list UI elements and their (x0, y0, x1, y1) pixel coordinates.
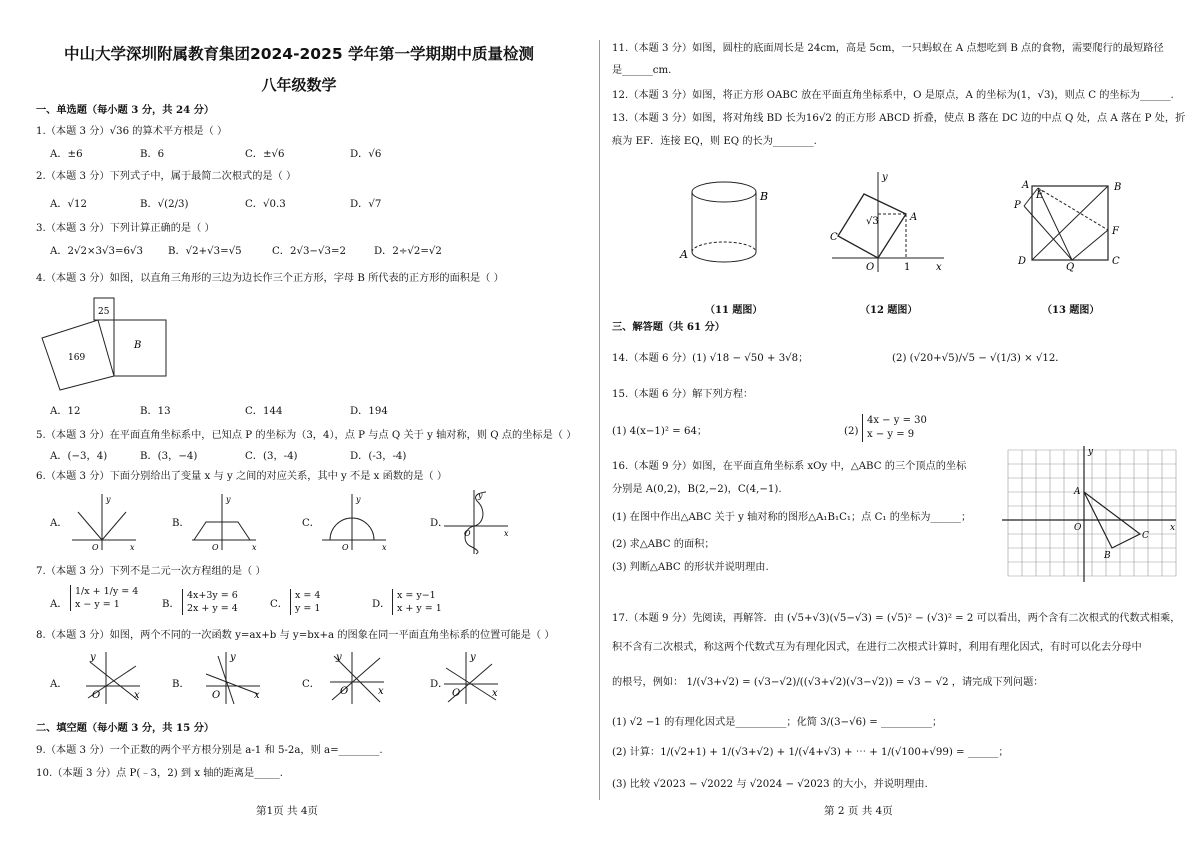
page-1-footer: 第1页 共 4页 (256, 805, 319, 817)
q7-system-d: x = y−1 x + y = 1 (392, 589, 442, 615)
section-1-heading: 一、单选题（每小题 3 分，共 24 分） (36, 104, 215, 116)
q5-option-d: D．(-3，-4) (350, 451, 407, 462)
q7-option-a: A． (50, 599, 68, 610)
svg-text:O: O (1074, 523, 1082, 533)
question-16: 16.（本题 9 分）如图，在平面直角坐标系 xOy 中，△ABC 的三个顶点的坐标 (612, 461, 967, 472)
question-1: 1.（本题 3 分）√36 的算术平方根是（ ） (36, 126, 228, 137)
svg-text:1: 1 (904, 262, 911, 273)
q8-graph-d (442, 650, 502, 706)
q1-option-b: B．6 (140, 149, 165, 160)
svg-text:y: y (882, 172, 888, 183)
question-6: 6.（本题 3 分）下面分别给出了变量 x 与 y 之间的对应关系，其中 y 不是 x 函数的是（ ） (36, 471, 448, 482)
question-16-grid (1000, 444, 1180, 584)
question-16-part1: (1) 在图中作出△ABC 关于 y 轴对称的图形△A₁B₁C₁；点 C₁ 的坐标为______； (612, 512, 972, 523)
svg-text:O: O (92, 690, 101, 701)
q2-option-c: C．√0.3 (245, 199, 286, 210)
q1-option-a: A．±6 (50, 149, 83, 160)
q6-graph-b (188, 492, 260, 552)
svg-text:y: y (1088, 447, 1094, 457)
svg-text:E: E (1036, 190, 1044, 201)
page-2-footer: 第 2 页 共 4页 (824, 805, 893, 817)
svg-text:C: C (1112, 256, 1120, 267)
svg-text:x: x (134, 690, 140, 701)
q4-option-b: B．13 (140, 406, 171, 417)
svg-text:D: D (1018, 256, 1027, 267)
exam-subtitle: 八年级数学 (261, 76, 337, 94)
question-14-part1: 14.（本题 6 分）(1) √18 − √50 + 3√8； (612, 353, 809, 364)
svg-text:A: A (1074, 487, 1081, 497)
question-5: 5.（本题 3 分）在平面直角坐标系中，已知点 P 的坐标为（3，4），点 P 与点 Q 关于 y 轴对称，则 Q 点的坐标是（ ） (36, 430, 577, 441)
svg-text:C: C (830, 232, 838, 243)
question-16-coords: 分别是 A(0,2)，B(2,−2)，C(4,−1). (612, 484, 782, 495)
q8-option-c: C． (302, 679, 320, 690)
q2-option-d: D．√7 (350, 199, 382, 210)
svg-text:A: A (1022, 180, 1030, 191)
q7-system-b: 4x+3y = 6 2x + y = 4 (182, 589, 238, 615)
question-10: 10.（本题 3 分）点 P(﹣3，2) 到 x 轴的距离是_____. (36, 768, 283, 779)
question-14-part2: (2) (√20+√5)/√5 − √(1/3) × √12． (892, 353, 1066, 364)
question-16-part3: (3) 判断△ABC 的形状并说明理由. (612, 562, 769, 573)
question-17: 17.（本题 9 分）先阅读，再解答．由 (√5+√3)(√5−√3) = (√5)² − (√3)² = 2 可以看出，两个含有二次根式的代数式相乘， (612, 613, 1181, 624)
question-3: 3.（本题 3 分）下列计算正确的是（ ） (36, 223, 215, 234)
question-17-example: 的根号，例如： 1/(√3+√2) = (√3−√2)/((√3+√2)(√3−√2)) = √3 − √2 ，请完成下列问题： (612, 677, 1044, 688)
svg-text:y: y (106, 495, 111, 504)
svg-text:O: O (212, 543, 219, 552)
question-11-cont: 是______cm. (612, 65, 672, 76)
svg-text:x: x (936, 262, 942, 273)
fig12-caption: （12 题图） (860, 305, 918, 316)
question-17-part1: (1) √2 −1 的有理化因式是__________；化简 3/(3−√6) = __________； (612, 717, 943, 728)
label-169: 169 (68, 353, 86, 363)
question-13: 13.（本题 3 分）如图，将对角线 BD 长为16√2 的正方形 ABCD 折叠，使点 B 落在 DC 边的中点 Q 处，点 A 落在 P 处，折 (612, 113, 1186, 124)
svg-text:x: x (504, 529, 509, 538)
q6-graph-d (440, 488, 512, 558)
question-15-part2-label: (2) (844, 426, 859, 437)
q6-graph-c (318, 492, 390, 552)
svg-text:y: y (470, 652, 476, 663)
q7-option-b: B． (162, 599, 180, 610)
svg-text:x: x (1170, 523, 1176, 533)
section-2-heading: 二、填空题（每小题 3 分，共 15 分） (36, 722, 215, 734)
svg-text:O: O (866, 262, 875, 273)
question-17-part3: (3) 比较 √2023 − √2022 与 √2024 − √2023 的大小，并说明理由. (612, 779, 928, 790)
q5-option-c: C．(3，-4) (245, 451, 298, 462)
left-page (0, 0, 598, 849)
q6-graph-a (68, 492, 140, 552)
svg-text:O: O (452, 688, 461, 699)
fig11-caption: （11 题图） (705, 305, 763, 316)
svg-text:O: O (212, 690, 221, 701)
svg-text:O: O (464, 529, 471, 538)
q6-option-b: B． (172, 518, 190, 529)
svg-text:x: x (382, 543, 387, 552)
svg-text:C: C (1142, 531, 1149, 541)
q1-option-d: D．√6 (350, 149, 382, 160)
svg-text:A: A (910, 212, 918, 223)
svg-text:x: x (130, 543, 135, 552)
section-3-heading: 三、解答题（共 61 分） (612, 321, 725, 333)
q8-option-d: D． (430, 679, 449, 690)
question-7: 7.（本题 3 分）下列不是二元一次方程组的是（ ） (36, 566, 266, 577)
label-b: B (134, 340, 142, 351)
svg-text:B: B (1114, 182, 1122, 193)
square-coordinate-figure (828, 168, 948, 276)
q3-option-c: C．2√3−√3=2 (272, 246, 346, 257)
svg-text:x: x (378, 686, 384, 697)
q4-option-a: A．12 (50, 406, 81, 417)
svg-text:y: y (336, 652, 342, 663)
q7-option-c: C． (270, 599, 288, 610)
question-17-part2: (2) 计算：1/(√2+1) + 1/(√3+√2) + 1/(√4+√3) + ⋯ + 1/(√100+√99) = ______； (612, 747, 1009, 758)
q5-option-b: B．(3，−4) (140, 451, 198, 462)
q8-graph-c (328, 650, 388, 706)
svg-text:O: O (342, 543, 349, 552)
q8-graph-b (204, 650, 264, 706)
svg-text:y: y (356, 495, 361, 504)
label-25: 25 (98, 307, 110, 317)
svg-text:y: y (478, 491, 483, 500)
folded-square-figure (1010, 176, 1150, 272)
q3-option-d: D．2÷√2=√2 (374, 246, 442, 257)
svg-text:√3: √3 (866, 216, 879, 227)
question-4: 4.（本题 3 分）如图，以直角三角形的三边为边长作三个正方形，字母 B 所代表的正方形的面积是（ ） (36, 273, 504, 284)
q6-option-a: A． (50, 518, 68, 529)
q4-option-c: C．144 (245, 406, 283, 417)
svg-text:y: y (90, 652, 96, 663)
page-divider (599, 40, 600, 800)
question-15-part1: (1) 4(x−1)² = 64； (612, 426, 708, 437)
q7-system-a: 1/x + 1/y = 4 x − y = 1 (70, 585, 138, 611)
right-page (602, 0, 1200, 849)
question-12: 12.（本题 3 分）如图，将正方形 OABC 放在平面直角坐标系中，O 是原点，A 的坐标为(1，√3)，则点 C 的坐标为______. (612, 90, 1174, 101)
svg-text:B: B (1104, 551, 1111, 561)
q6-option-d: D． (430, 518, 449, 529)
cylinder-figure (678, 176, 788, 274)
question-16-part2: (2) 求△ABC 的面积； (612, 539, 715, 550)
q7-option-d: D． (372, 599, 391, 610)
svg-text:P: P (1014, 200, 1021, 211)
svg-text:F: F (1112, 226, 1119, 237)
q8-graph-a (84, 650, 144, 706)
svg-text:y: y (226, 495, 231, 504)
svg-text:x: x (254, 690, 260, 701)
q8-option-a: A． (50, 679, 68, 690)
q2-option-a: A．√12 (50, 199, 87, 210)
cylinder-label-b: B (760, 190, 769, 203)
cylinder-label-a: A (680, 248, 688, 261)
svg-text:O: O (340, 686, 349, 697)
svg-text:x: x (252, 543, 257, 552)
svg-text:Q: Q (1066, 262, 1075, 272)
question-17-line2: 积不含有二次根式，称这两个代数式互为有理化因式，在进行二次根式计算时，利用有理化因式，有时可以化去分母中 (612, 642, 1142, 653)
question-2: 2.（本题 3 分）下列式子中，属于最简二次根式的是（ ） (36, 171, 297, 182)
q4-squares-figure (38, 292, 178, 400)
svg-text:x: x (492, 688, 498, 699)
q8-option-b: B． (172, 679, 190, 690)
q7-system-c: x = 4 y = 1 (290, 589, 320, 615)
q3-option-a: A．2√2×3√3=6√3 (50, 246, 143, 257)
q15-system: 4x − y = 30 x − y = 9 (862, 414, 927, 442)
fig13-caption: （13 题图） (1042, 305, 1100, 316)
q2-option-b: B．√(2/3) (140, 199, 189, 210)
q5-option-a: A．(−3，4) (50, 451, 108, 462)
svg-text:y: y (230, 652, 236, 663)
question-8: 8.（本题 3 分）如图，两个不同的一次函数 y=ax+b 与 y=bx+a 的图象在同一平面直角坐标系的位置可能是（ ） (36, 630, 555, 641)
question-9: 9.（本题 3 分）一个正数的两个平方根分别是 a-1 和 5-2a，则 a=________. (36, 745, 383, 756)
q4-option-d: D．194 (350, 406, 388, 417)
q6-option-c: C． (302, 518, 320, 529)
svg-text:O: O (92, 543, 99, 552)
question-15: 15.（本题 6 分）解下列方程： (612, 389, 754, 400)
question-11: 11.（本题 3 分）如图，圆柱的底面周长是 24cm，高是 5cm，一只蚂蚁在 A 点想吃到 B 点的食物，需要爬行的最短路径 (612, 43, 1164, 54)
q3-option-b: B．√2+√3=√5 (168, 246, 242, 257)
exam-title: 中山大学深圳附属教育集团2024-2025 学年第一学期期中质量检测 (63, 45, 535, 63)
question-13-cont: 痕为 EF．连接 EQ，则 EQ 的长为________. (612, 136, 817, 147)
q1-option-c: C．±√6 (245, 149, 285, 160)
